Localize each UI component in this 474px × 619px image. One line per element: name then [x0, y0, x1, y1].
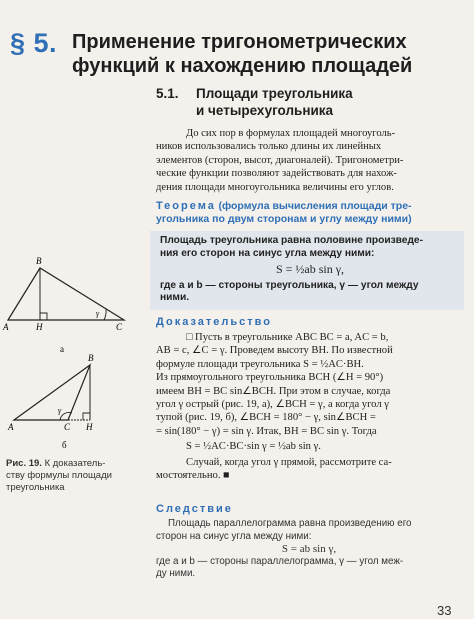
intro-paragraph [156, 127, 462, 194]
vertex-label: B [88, 353, 94, 363]
theorem-statement [160, 235, 460, 305]
sublabel-a: а [60, 344, 64, 354]
proof-formula: S = ½AC·BC·sin γ = ½ab sin γ. [186, 441, 321, 453]
proof-heading [156, 316, 462, 329]
corollary-line: сторон на синус угла между ними: [156, 530, 312, 542]
text-line: ников использовались только длины их линейных [156, 141, 382, 153]
chapter-title-line: функций к нахождению площадей [72, 55, 413, 77]
corollary-body [156, 518, 462, 581]
proof-line: □ Пусть в треугольнике ABC BC = a, AC = b, [186, 332, 389, 343]
angle-label: γ [96, 309, 100, 318]
corollary-line: где a и b — стороны параллелограмма, γ — угол меж- [156, 555, 404, 567]
corollary-line: Площадь параллелограмма равна произведению его [168, 518, 412, 529]
vertex-label: H [86, 422, 93, 432]
proof-line: мостоятельно. ■ [156, 470, 230, 482]
corollary-formula: S = ab sin γ, [281, 543, 337, 555]
proof-line: Случай, когда угол γ прямой, рассмотрите са- [186, 456, 392, 468]
text-line: ческие функции позволяют задействовать для нахож- [156, 168, 397, 180]
figure-b [7, 353, 94, 450]
proof-line: угол γ острый (рис. 19, а), ∠BCH = γ, а когда угол γ [156, 399, 389, 411]
theorem-subtitle: (формула вычисления площади тре- [218, 200, 412, 212]
figure-19 [0, 250, 150, 455]
section-number: 5.1. [156, 86, 179, 101]
right-angle-mark-b [83, 413, 90, 420]
theorem-formula: S = ½ab sin γ, [275, 262, 345, 276]
where-line: где a и b — стороны треугольника, γ — угол между [160, 279, 419, 291]
figure-a [2, 256, 124, 354]
theorem-subtitle-line: угольника по двум сторонам и углу между ними) [156, 213, 412, 225]
proof-line: формуле площади треугольника S = ½AC·BH. [156, 358, 364, 370]
corollary-line: ду ними. [156, 568, 196, 579]
proof-line: Из прямоугольного треугольника BCH (∠H = 90°) [156, 372, 384, 384]
triangle-abc-b [14, 365, 90, 420]
statement-line: Площадь треугольника равна половине произведе- [160, 235, 423, 246]
angle-label: γ [58, 406, 62, 415]
text-line: элементов (сторон, высот, диагоналей). Тригонометри- [156, 154, 404, 166]
text-line: До сих пор в формулах площадей многоуголь- [186, 128, 396, 139]
proof-line: AB = c, ∠C = γ. Проведем высоту BH. По известной [156, 345, 393, 357]
sublabel-b: б [62, 440, 67, 450]
vertex-label: B [36, 256, 42, 266]
chapter-title-line: Применение тригонометрических [72, 31, 407, 53]
section-title-line: и четырехугольника [196, 103, 334, 118]
chapter-number: § 5. [10, 28, 58, 58]
caption-text: ству формулы площади [6, 470, 112, 481]
statement-line: ния его сторон на синус угла между ними: [160, 247, 375, 259]
proof-label: Доказательство [156, 316, 272, 328]
vertex-label: C [116, 322, 123, 332]
vertex-label: A [8, 422, 14, 432]
vertex-label: C [64, 422, 71, 432]
theorem-heading [156, 200, 462, 226]
caption-label: Рис. 19. [6, 458, 42, 469]
right-angle-mark-a [40, 313, 47, 320]
vertex-label: H [36, 322, 43, 332]
proof-body [156, 331, 462, 482]
triangle-abc-a [8, 268, 124, 320]
caption-text: К доказатель- [44, 458, 106, 469]
proof-line: имеем BH = BC sin∠BCH. При этом в случае, когда [156, 385, 391, 397]
chapter-title [72, 30, 467, 78]
caption-text: треугольника [6, 482, 65, 493]
text-line: дения площади многоугольника величины его углов. [156, 181, 394, 193]
page-number: 33 [437, 603, 452, 618]
section-heading [156, 85, 461, 119]
angle-arc-a [104, 309, 106, 320]
section-title-line: Площади треугольника [196, 86, 353, 101]
where-line: ними. [160, 292, 190, 303]
corollary-label: Следствие [156, 503, 233, 515]
proof-line: тупой (рис. 19, б), ∠BCH = 180° − γ, sin∠BCH = [156, 412, 376, 424]
theorem-label: Теорема [156, 200, 216, 212]
figure-caption [6, 458, 138, 494]
corollary-heading [156, 503, 462, 516]
proof-line: = sin(180° − γ) = sin γ. Итак, BH = BC sin γ. Тогда [156, 425, 377, 437]
vertex-label: A [3, 322, 9, 332]
